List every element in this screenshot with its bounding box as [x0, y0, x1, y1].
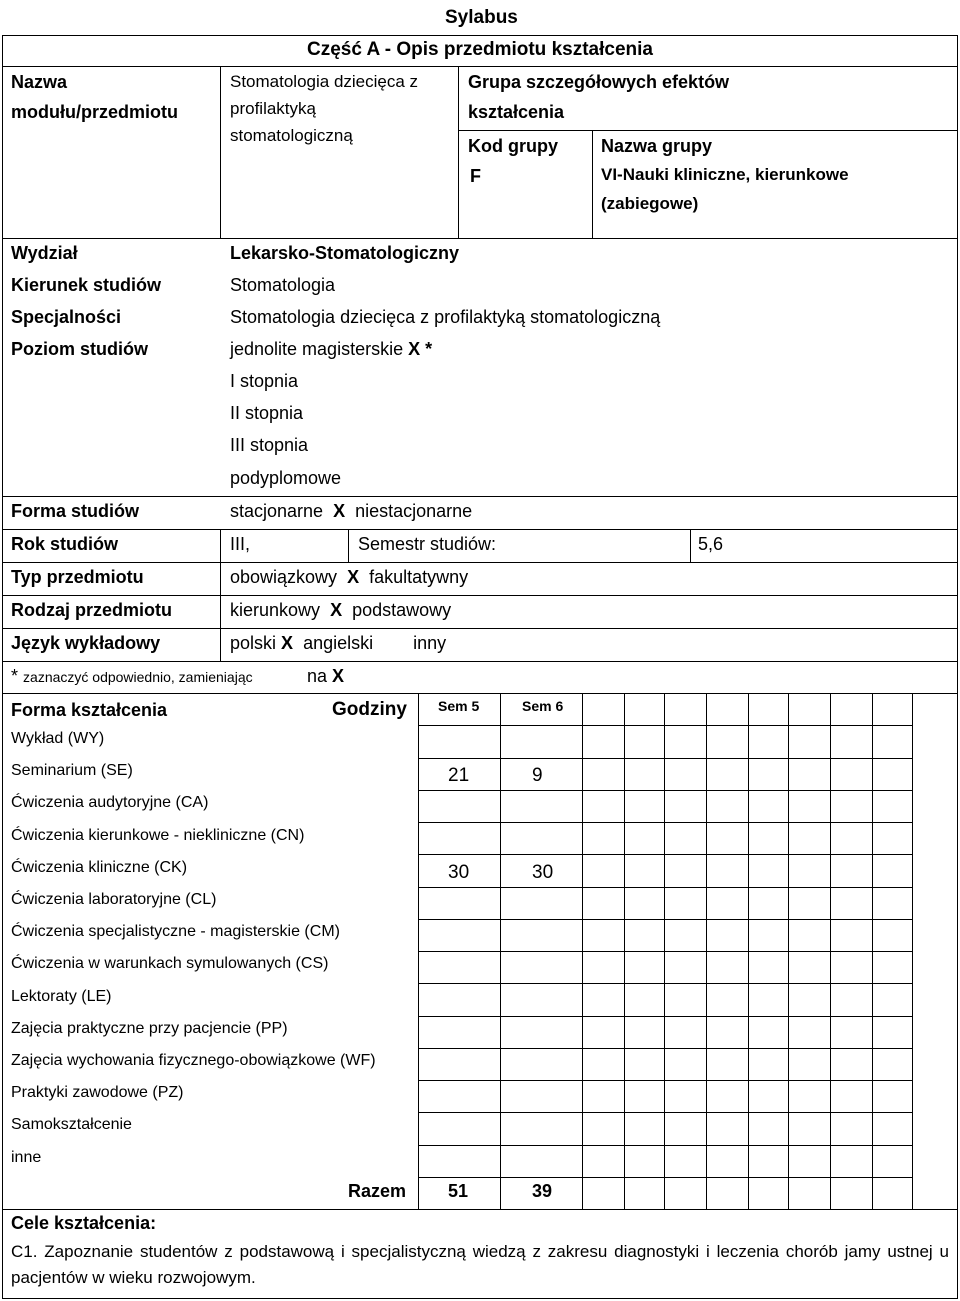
subject-kind-mark: X [330, 600, 343, 620]
hours-row-label: Seminarium (SE) [11, 762, 133, 779]
hours-row-label: Ćwiczenia kliniczne (CK) [11, 859, 188, 876]
semester-label: Semestr studiów: [358, 534, 497, 554]
level-mark: X * [408, 339, 433, 359]
hours-row-label: inne [11, 1149, 42, 1166]
year-label: Rok studiów [11, 534, 118, 554]
marking-note: * zaznaczyć odpowiednio, zamieniając [11, 666, 253, 686]
page-subtitle: Część A - Opis przedmiotu kształcenia [307, 39, 653, 60]
hours-row-label: Zajęcia wychowania fizycznego-obowiązkowe (WF) [11, 1052, 376, 1069]
subject-kind-label: Rodzaj przedmiotu [11, 600, 172, 620]
hours-row-label: Zajęcia praktyczne przy pacjencie (PP) [11, 1020, 288, 1037]
goals-label: Cele kształcenia: [11, 1213, 157, 1233]
total-sem5: 51 [448, 1181, 469, 1201]
level-option: podyplomowe [230, 468, 342, 488]
year-value: III, [230, 534, 251, 554]
group-name-label: Nazwa grupy [601, 136, 713, 156]
group-code-value: F [470, 166, 481, 186]
page-title: Sylabus [445, 7, 518, 28]
hours-row-label: Praktyki zawodowe (PZ) [11, 1084, 184, 1101]
subject-type-mark: X [347, 567, 360, 587]
hours-row-label: Ćwiczenia kierunkowe - niekliniczne (CN) [11, 827, 305, 844]
sem6-header: Sem 6 [522, 698, 564, 714]
hours-row-sem6: 9 [532, 765, 543, 786]
specialization-value: Stomatologia dziecięca z profilaktyką stomatologiczną [230, 307, 661, 327]
field-value: Stomatologia [230, 275, 336, 295]
module-name-2: profilaktyką [230, 99, 316, 118]
subject-type-value: obowiązkowy X fakultatywny [230, 567, 469, 587]
module-label-2: modułu/przedmiotu [11, 102, 178, 122]
field-label: Kierunek studiów [11, 275, 162, 295]
group-effects-label-2: kształcenia [468, 102, 565, 122]
total-label: Razem [348, 1181, 407, 1201]
hours-row-label: Lektoraty (LE) [11, 988, 112, 1005]
study-form-mark: X [333, 501, 346, 521]
hours-row-label: Samokształcenie [11, 1116, 132, 1133]
study-form-label: Forma studiów [11, 501, 140, 521]
group-effects-label: Grupa szczegółowych efektów [468, 72, 730, 92]
sem5-header: Sem 5 [438, 698, 480, 714]
hours-row-sem5: 21 [448, 765, 470, 786]
language-mark: X [281, 633, 294, 653]
module-label: Nazwa [11, 72, 68, 92]
hours-row-label: Wykład (WY) [11, 730, 105, 747]
hours-row-label: Ćwiczenia audytoryjne (CA) [11, 794, 209, 811]
subject-kind-value: kierunkowy X podstawowy [230, 600, 452, 620]
hours-row-label: Ćwiczenia laboratoryjne (CL) [11, 891, 217, 908]
module-name-3: stomatologiczną [230, 126, 353, 145]
faculty-label: Wydział [11, 243, 78, 263]
hours-label: Godziny [332, 699, 407, 720]
specialization-label: Specjalności [11, 307, 122, 327]
goal-c1: C1. Zapoznanie studentów z podstawową i specjalistyczną wiedzą z zakresu diagnostyki i leczenia chorób jamy ustnej u pacjentów w wieku rozwojowym. [11, 1242, 949, 1288]
faculty-value: Lekarsko-Stomatologiczny [230, 243, 460, 263]
marking-note-na: na X [307, 666, 345, 686]
language-value: polski X angielski inny [230, 633, 447, 653]
group-code-label: Kod grupy [468, 136, 558, 156]
hours-row-sem6: 30 [532, 862, 554, 883]
level-option: I stopnia [230, 371, 299, 391]
level-option: II stopnia [230, 403, 304, 423]
study-form-value: stacjonarne X niestacjonarne [230, 501, 473, 521]
level-option: III stopnia [230, 435, 309, 455]
level-label: Poziom studiów [11, 339, 148, 359]
level-option: jednolite magisterskie X * [230, 339, 433, 359]
group-name-1: VI-Nauki kliniczne, kierunkowe [601, 165, 849, 184]
semester-value: 5,6 [698, 534, 724, 554]
group-name-2: (zabiegowe) [601, 194, 699, 213]
subject-type-label: Typ przedmiotu [11, 567, 144, 587]
language-label: Język wykładowy [11, 633, 161, 653]
module-name-1: Stomatologia dziecięca z [230, 72, 419, 91]
form-of-education-label: Forma kształcenia [11, 700, 168, 720]
hours-row-sem5: 30 [448, 862, 470, 883]
hours-row-label: Ćwiczenia specjalistyczne - magisterskie (CM) [11, 923, 340, 940]
hours-row-label: Ćwiczenia w warunkach symulowanych (CS) [11, 955, 329, 972]
total-sem6: 39 [532, 1181, 553, 1201]
